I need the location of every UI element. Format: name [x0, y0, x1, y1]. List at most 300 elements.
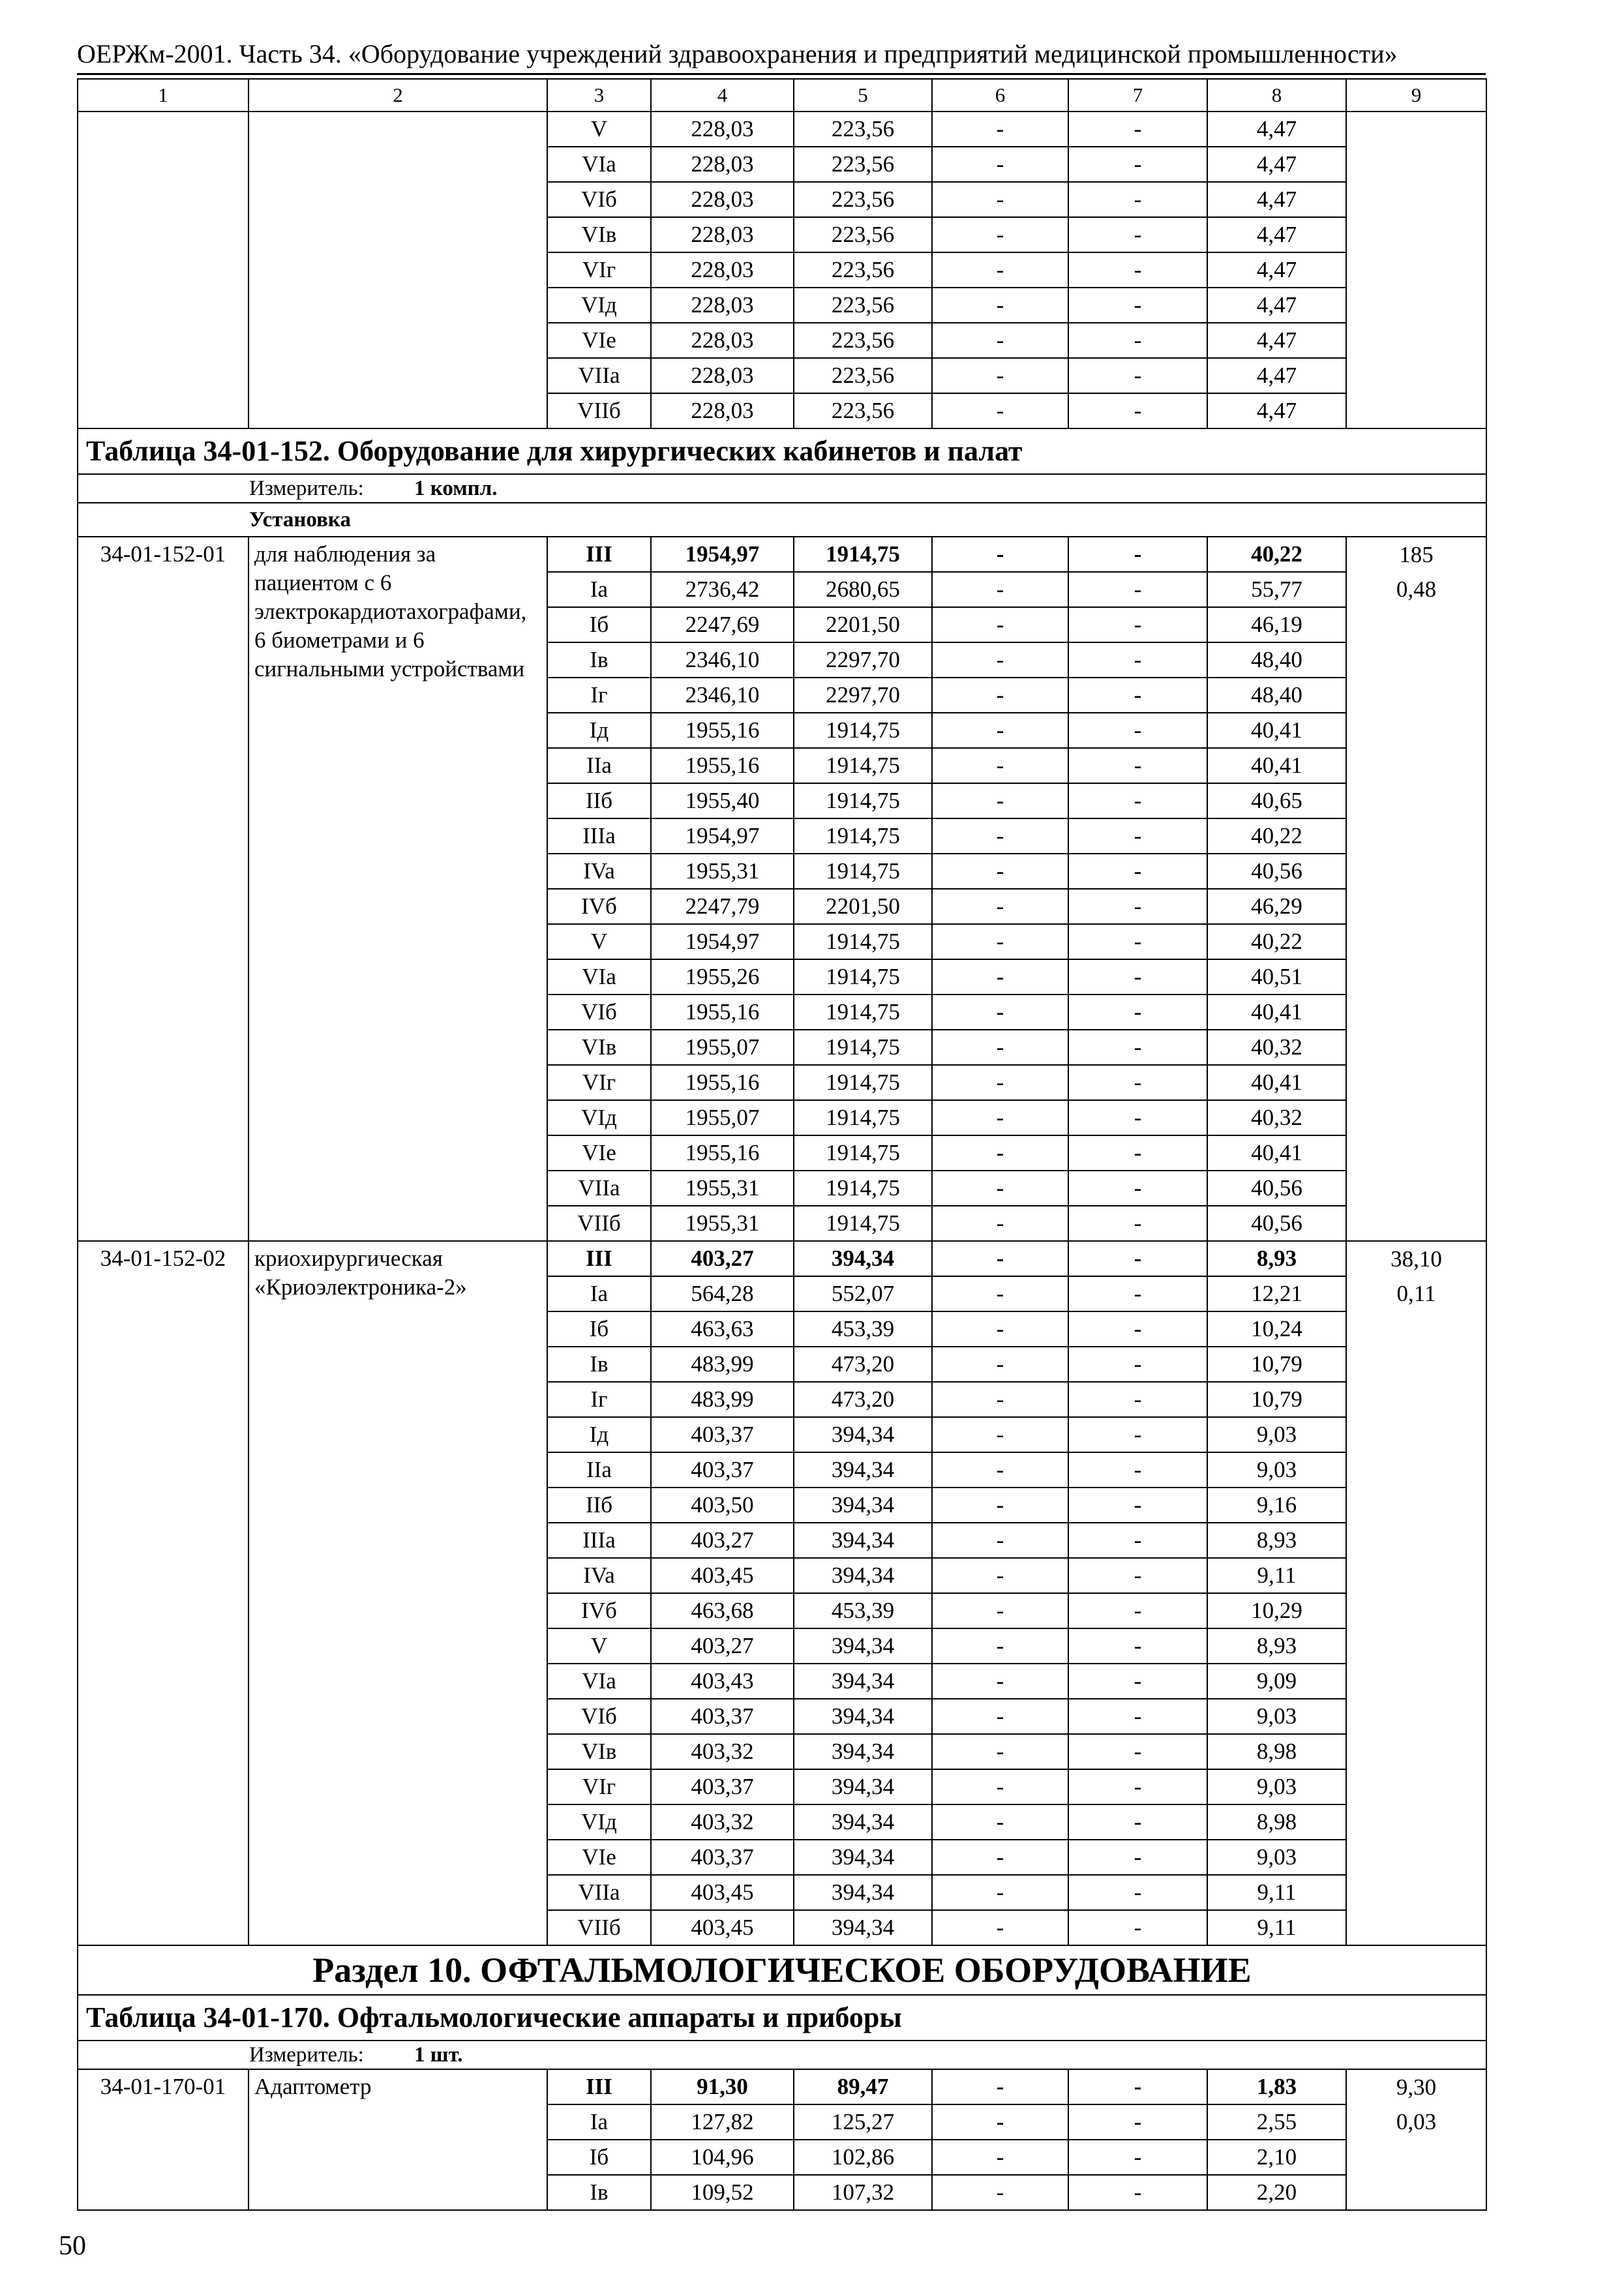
rate-cell: 1914,75 — [794, 713, 932, 748]
rate-cell: - — [932, 1417, 1068, 1452]
rate-cell: - — [932, 959, 1068, 995]
rate-cell: 403,37 — [651, 1452, 794, 1488]
rate-cell: - — [932, 1311, 1068, 1347]
rate-cell: 40,41 — [1207, 713, 1346, 748]
rate-cell: - — [1068, 1840, 1207, 1875]
rate-row — [78, 112, 1486, 147]
rate-cell: 2,55 — [1207, 2104, 1346, 2140]
rate-cell: 2346,10 — [651, 642, 794, 678]
rate-cell: 564,28 — [651, 1276, 794, 1311]
rate-cell: 403,50 — [651, 1488, 794, 1523]
rate-cell: 228,03 — [651, 217, 794, 252]
rate-row — [78, 1241, 1486, 1276]
column-number-row — [78, 79, 1486, 112]
rate-cell: 40,51 — [1207, 959, 1346, 995]
rate-cell: - — [1068, 1347, 1207, 1382]
rate-cell: - — [1068, 1065, 1207, 1100]
rate-cell: Iд — [547, 1417, 651, 1452]
rate-cell: 1955,40 — [651, 783, 794, 818]
rate-cell: - — [932, 713, 1068, 748]
meter-row — [78, 474, 1486, 503]
rate-cell: - — [1068, 537, 1207, 572]
rate-cell: VIг — [547, 252, 651, 288]
rate-cell: - — [932, 678, 1068, 713]
rate-cell: VIг — [547, 1065, 651, 1100]
rate-cell: 9,03 — [1207, 1417, 1346, 1452]
rate-cell: VIд — [547, 288, 651, 323]
rate-cell: - — [932, 217, 1068, 252]
rate-cell: 4,47 — [1207, 323, 1346, 358]
rate-cell: 228,03 — [651, 182, 794, 217]
rate-cell: VIг — [547, 1769, 651, 1804]
rate-cell: Iв — [547, 1347, 651, 1382]
rate-cell: - — [1068, 1452, 1207, 1488]
rate-cell: - — [1068, 959, 1207, 995]
rate-cell: VIa — [547, 1664, 651, 1699]
rate-cell: VIa — [547, 147, 651, 182]
rate-cell: 1914,75 — [794, 818, 932, 854]
column-number: 9 — [1346, 79, 1486, 112]
rate-cell: - — [932, 393, 1068, 428]
rate-cell: - — [932, 2104, 1068, 2140]
labor-value: 38,10 — [1391, 1246, 1442, 1272]
rate-cell: - — [1068, 1276, 1207, 1311]
section-title: Раздел 10. ОФТАЛЬМОЛОГИЧЕСКОЕ ОБОРУДОВАНИЕ — [78, 1945, 1486, 1995]
item-code: 34-01-170-01 — [78, 2069, 248, 2210]
rate-cell: - — [1068, 995, 1207, 1030]
rate-cell: 4,47 — [1207, 112, 1346, 147]
rate-cell: 2,10 — [1207, 2140, 1346, 2175]
rate-cell: 40,56 — [1207, 1206, 1346, 1241]
rate-cell: 1955,16 — [651, 748, 794, 783]
rate-cell: - — [932, 642, 1068, 678]
rate-cell: IIa — [547, 1452, 651, 1488]
rate-cell: Iв — [547, 2175, 651, 2210]
rate-cell: VIa — [547, 959, 651, 995]
rate-cell: Ia — [547, 1276, 651, 1311]
rate-cell: 453,39 — [794, 1593, 932, 1628]
item-name: криохирургическая «Криоэлектроника-2» — [248, 1241, 547, 1945]
rate-cell: 394,34 — [794, 1910, 932, 1945]
rate-cell: 394,34 — [794, 1523, 932, 1558]
rate-cell: VIв — [547, 217, 651, 252]
rate-cell: 9,11 — [1207, 1875, 1346, 1910]
rate-cell: 8,93 — [1207, 1628, 1346, 1664]
rate-cell: 228,03 — [651, 252, 794, 288]
rate-cell: 1955,16 — [651, 713, 794, 748]
labor-value: 185 — [1399, 542, 1434, 567]
rate-cell: 1954,97 — [651, 924, 794, 959]
rate-cell: 1954,97 — [651, 818, 794, 854]
rate-cell: 223,56 — [794, 252, 932, 288]
rate-cell: - — [1068, 889, 1207, 924]
rate-cell: 403,37 — [651, 1417, 794, 1452]
rate-cell: 403,32 — [651, 1804, 794, 1840]
rate-cell: - — [1068, 2104, 1207, 2140]
rate-cell: - — [932, 1206, 1068, 1241]
rate-cell: - — [1068, 1171, 1207, 1206]
rate-cell: - — [1068, 924, 1207, 959]
rate-cell: 4,47 — [1207, 217, 1346, 252]
rate-cell: 1955,26 — [651, 959, 794, 995]
rate-cell: IIIa — [547, 1523, 651, 1558]
table-title: Таблица 34-01-170. Офтальмологические аппараты и приборы — [78, 1995, 1486, 2041]
rate-cell: 127,82 — [651, 2104, 794, 2140]
rate-cell: - — [932, 1488, 1068, 1523]
rate-cell: - — [932, 1664, 1068, 1699]
rate-cell: IVб — [547, 1593, 651, 1628]
column-number: 5 — [794, 79, 932, 112]
rate-cell: - — [932, 572, 1068, 607]
rate-cell: 463,63 — [651, 1311, 794, 1347]
rate-cell: VIб — [547, 1699, 651, 1734]
rate-cell: - — [1068, 1382, 1207, 1417]
rate-cell: 12,21 — [1207, 1276, 1346, 1311]
rate-cell: - — [932, 1241, 1068, 1276]
rate-cell: - — [1068, 147, 1207, 182]
rate-cell: - — [1068, 1100, 1207, 1135]
rate-cell: 403,37 — [651, 1840, 794, 1875]
rate-cell: 223,56 — [794, 288, 932, 323]
rate-cell: - — [1068, 1875, 1207, 1910]
rate-cell: 453,39 — [794, 1311, 932, 1347]
rate-cell: 104,96 — [651, 2140, 794, 2175]
rate-cell: 1914,75 — [794, 959, 932, 995]
rate-cell: - — [932, 1135, 1068, 1171]
rate-cell: - — [1068, 1311, 1207, 1347]
rate-cell: 9,03 — [1207, 1699, 1346, 1734]
labor-cell — [1346, 112, 1486, 428]
rate-cell: 463,68 — [651, 1593, 794, 1628]
rate-cell: - — [932, 2069, 1068, 2104]
rate-cell: 228,03 — [651, 112, 794, 147]
rate-cell: - — [932, 748, 1068, 783]
rate-cell: 552,07 — [794, 1276, 932, 1311]
rate-cell: - — [1068, 1699, 1207, 1734]
meter-label: Измеритель: — [249, 477, 364, 500]
rate-cell: 40,22 — [1207, 537, 1346, 572]
rate-cell: 403,27 — [651, 1241, 794, 1276]
rate-cell: 1914,75 — [794, 1065, 932, 1100]
rate-cell: VIб — [547, 182, 651, 217]
rate-cell: 223,56 — [794, 147, 932, 182]
item-name: Адаптометр — [248, 2069, 547, 2210]
rate-cell: - — [932, 924, 1068, 959]
rate-cell: Ia — [547, 2104, 651, 2140]
rate-cell: 1,83 — [1207, 2069, 1346, 2104]
meter-value: 1 компл. — [414, 477, 498, 500]
rate-cell: Iд — [547, 713, 651, 748]
rate-cell: 10,79 — [1207, 1382, 1346, 1417]
rate-cell: III — [547, 537, 651, 572]
rate-cell: 1955,16 — [651, 1065, 794, 1100]
rate-cell: 394,34 — [794, 1840, 932, 1875]
rate-cell: 102,86 — [794, 2140, 932, 2175]
rate-cell: Iб — [547, 607, 651, 642]
header-rule — [77, 73, 1486, 75]
rate-cell: 40,32 — [1207, 1100, 1346, 1135]
rate-cell: 9,16 — [1207, 1488, 1346, 1523]
column-number: 1 — [78, 79, 248, 112]
rate-cell: - — [932, 1593, 1068, 1628]
rate-cell: - — [1068, 1734, 1207, 1769]
rate-cell: - — [932, 2140, 1068, 2175]
rate-cell: 8,93 — [1207, 1241, 1346, 1276]
rate-cell: 394,34 — [794, 1488, 932, 1523]
rate-cell: 1914,75 — [794, 1030, 932, 1065]
meter-label: Измеритель: — [249, 2043, 364, 2067]
rate-cell: - — [932, 1030, 1068, 1065]
rate-cell: 394,34 — [794, 1452, 932, 1488]
rate-cell: 1914,75 — [794, 854, 932, 889]
rate-cell: - — [932, 252, 1068, 288]
rate-cell: - — [1068, 1593, 1207, 1628]
rate-cell: 1955,16 — [651, 995, 794, 1030]
labor-value: 0,03 — [1396, 2109, 1437, 2134]
rate-cell: 48,40 — [1207, 642, 1346, 678]
rate-cell: - — [1068, 1135, 1207, 1171]
rate-cell: V — [547, 1628, 651, 1664]
rate-cell: 223,56 — [794, 217, 932, 252]
rate-cell: 2346,10 — [651, 678, 794, 713]
rates-table-body — [78, 79, 1486, 2210]
rate-cell: IIIa — [547, 818, 651, 854]
rate-cell: 403,37 — [651, 1699, 794, 1734]
rate-cell: 403,43 — [651, 1664, 794, 1699]
rate-cell: IVa — [547, 1558, 651, 1593]
column-number: 8 — [1207, 79, 1346, 112]
rate-cell: - — [932, 1910, 1068, 1945]
item-name: для наблюдения за пациентом с 6 электрокардиотахографами, 6 биометрами и 6 сигнальными устройствами — [248, 537, 547, 1241]
rate-cell: IIa — [547, 748, 651, 783]
rate-cell: - — [1068, 1417, 1207, 1452]
subheading-row — [78, 503, 1486, 537]
rate-cell: - — [1068, 2175, 1207, 2210]
rate-cell: - — [1068, 1488, 1207, 1523]
rate-cell: Ia — [547, 572, 651, 607]
rate-cell: - — [1068, 678, 1207, 713]
rate-row — [78, 2069, 1486, 2104]
rate-cell: Iв — [547, 642, 651, 678]
rate-cell: - — [932, 1804, 1068, 1840]
rate-cell: - — [1068, 1664, 1207, 1699]
rate-cell: 46,19 — [1207, 607, 1346, 642]
rate-cell: 9,11 — [1207, 1558, 1346, 1593]
rate-cell: 1914,75 — [794, 1206, 932, 1241]
rate-cell: - — [1068, 393, 1207, 428]
rate-cell: Iг — [547, 1382, 651, 1417]
labor-value: 0,48 — [1396, 576, 1437, 602]
rate-cell: VIe — [547, 323, 651, 358]
rate-cell: Iб — [547, 2140, 651, 2175]
rate-cell: 109,52 — [651, 2175, 794, 2210]
rate-cell: 1914,75 — [794, 537, 932, 572]
rate-cell: 40,41 — [1207, 995, 1346, 1030]
rate-cell: 394,34 — [794, 1241, 932, 1276]
rate-cell: 40,41 — [1207, 1065, 1346, 1100]
rate-cell: 223,56 — [794, 358, 932, 393]
rate-cell: 394,34 — [794, 1734, 932, 1769]
rate-cell: - — [1068, 252, 1207, 288]
rate-cell: - — [1068, 713, 1207, 748]
rate-cell: 4,47 — [1207, 358, 1346, 393]
column-number: 2 — [248, 79, 547, 112]
rate-cell: 403,45 — [651, 1910, 794, 1945]
rate-cell: 40,22 — [1207, 818, 1346, 854]
labor-value: 0,11 — [1396, 1281, 1436, 1306]
rate-cell: 1955,07 — [651, 1100, 794, 1135]
rate-cell: 403,37 — [651, 1769, 794, 1804]
rate-cell: V — [547, 924, 651, 959]
rate-cell: 89,47 — [794, 2069, 932, 2104]
rate-cell: 1914,75 — [794, 1171, 932, 1206]
rate-cell: - — [932, 1558, 1068, 1593]
rate-cell: 1955,07 — [651, 1030, 794, 1065]
rate-cell: - — [1068, 748, 1207, 783]
rate-cell: 2680,65 — [794, 572, 932, 607]
rate-cell: VIIб — [547, 1206, 651, 1241]
rate-cell: 483,99 — [651, 1382, 794, 1417]
rate-cell: - — [1068, 1910, 1207, 1945]
rate-cell: - — [932, 1628, 1068, 1664]
rate-cell: 9,03 — [1207, 1452, 1346, 1488]
page-number: 50 — [59, 2231, 86, 2261]
rate-cell: 483,99 — [651, 1347, 794, 1382]
rate-cell: 1914,75 — [794, 995, 932, 1030]
labor-cell — [1346, 1241, 1486, 1945]
rate-cell: 1955,31 — [651, 1171, 794, 1206]
rate-cell: - — [932, 1100, 1068, 1135]
rate-cell: 228,03 — [651, 323, 794, 358]
rate-cell: - — [1068, 783, 1207, 818]
rate-cell: VIIa — [547, 1171, 651, 1206]
rate-cell: 9,03 — [1207, 1769, 1346, 1804]
rate-cell: 394,34 — [794, 1664, 932, 1699]
rate-cell: 40,22 — [1207, 924, 1346, 959]
rate-cell: 228,03 — [651, 288, 794, 323]
rate-cell: - — [932, 607, 1068, 642]
rate-cell: 473,20 — [794, 1382, 932, 1417]
rate-cell: - — [932, 1523, 1068, 1558]
rate-cell: 1914,75 — [794, 1135, 932, 1171]
rate-cell: - — [932, 1840, 1068, 1875]
rate-cell: VIв — [547, 1734, 651, 1769]
rate-cell: VIe — [547, 1840, 651, 1875]
rate-cell: IIб — [547, 783, 651, 818]
rate-cell: 125,27 — [794, 2104, 932, 2140]
rate-cell: 40,41 — [1207, 748, 1346, 783]
rate-cell: 403,27 — [651, 1628, 794, 1664]
table-title-row — [78, 428, 1486, 474]
rate-cell: 223,56 — [794, 323, 932, 358]
section-title-row — [78, 1945, 1486, 1995]
rate-cell: 2247,79 — [651, 889, 794, 924]
rate-cell: 2297,70 — [794, 678, 932, 713]
rate-cell: - — [1068, 642, 1207, 678]
rate-cell: 40,32 — [1207, 1030, 1346, 1065]
rate-cell: 10,79 — [1207, 1347, 1346, 1382]
rate-cell: - — [1068, 358, 1207, 393]
rate-cell: - — [1068, 1628, 1207, 1664]
rate-cell: Iб — [547, 1311, 651, 1347]
rate-cell: - — [1068, 288, 1207, 323]
rate-cell: 2297,70 — [794, 642, 932, 678]
rate-cell: 2201,50 — [794, 607, 932, 642]
rate-cell: VIв — [547, 1030, 651, 1065]
subheading-label: Установка — [249, 508, 351, 531]
rate-cell: 403,45 — [651, 1875, 794, 1910]
column-number: 6 — [932, 79, 1068, 112]
rate-cell: 1955,31 — [651, 854, 794, 889]
rate-cell: 403,45 — [651, 1558, 794, 1593]
rates-table — [77, 78, 1487, 2211]
rate-cell: 8,93 — [1207, 1523, 1346, 1558]
rate-cell: 4,47 — [1207, 182, 1346, 217]
rate-cell: 403,32 — [651, 1734, 794, 1769]
rate-cell: 1914,75 — [794, 783, 932, 818]
rate-cell: 394,34 — [794, 1769, 932, 1804]
rate-cell: 228,03 — [651, 358, 794, 393]
rate-cell: - — [1068, 1030, 1207, 1065]
rate-cell: - — [932, 889, 1068, 924]
rate-cell: - — [932, 182, 1068, 217]
rate-cell: - — [1068, 572, 1207, 607]
rate-cell: 1914,75 — [794, 1100, 932, 1135]
rate-cell: 394,34 — [794, 1417, 932, 1452]
rate-cell: 1954,97 — [651, 537, 794, 572]
rate-cell: - — [1068, 1769, 1207, 1804]
rate-cell: 2201,50 — [794, 889, 932, 924]
rate-cell: 2,20 — [1207, 2175, 1346, 2210]
rate-cell: - — [1068, 2140, 1207, 2175]
table-title: Таблица 34-01-152. Оборудование для хирургических кабинетов и палат — [78, 428, 1486, 474]
rate-cell: - — [932, 1875, 1068, 1910]
rate-cell: - — [932, 1734, 1068, 1769]
labor-cell — [1346, 537, 1486, 1241]
rate-cell: - — [932, 1699, 1068, 1734]
rate-cell: III — [547, 1241, 651, 1276]
rate-cell: VIIa — [547, 1875, 651, 1910]
rate-cell: 1914,75 — [794, 924, 932, 959]
rate-cell: VIб — [547, 995, 651, 1030]
rate-cell: - — [932, 2175, 1068, 2210]
rate-cell: 4,47 — [1207, 288, 1346, 323]
subheading — [78, 503, 1486, 537]
rate-cell: 223,56 — [794, 393, 932, 428]
rate-cell: 2736,42 — [651, 572, 794, 607]
rate-cell: - — [932, 358, 1068, 393]
rate-cell: 10,24 — [1207, 1311, 1346, 1347]
page-header: ОЕРЖм-2001. Часть 34. «Оборудование учреждений здравоохранения и предприятий медицинской промышленности» — [77, 39, 1398, 68]
table-title-row — [78, 1995, 1486, 2041]
meter-row — [78, 2041, 1486, 2069]
rate-cell: 228,03 — [651, 147, 794, 182]
rate-cell: 1955,16 — [651, 1135, 794, 1171]
column-number: 7 — [1068, 79, 1207, 112]
rate-cell: IIб — [547, 1488, 651, 1523]
rate-cell: 394,34 — [794, 1875, 932, 1910]
rate-cell: V — [547, 112, 651, 147]
rate-cell: 107,32 — [794, 2175, 932, 2210]
item-code: 34-01-152-01 — [78, 537, 248, 1241]
rate-cell: 8,98 — [1207, 1804, 1346, 1840]
rate-cell: - — [1068, 2069, 1207, 2104]
rate-cell: - — [932, 1769, 1068, 1804]
rate-cell: - — [932, 783, 1068, 818]
rate-cell: - — [932, 323, 1068, 358]
column-number: 4 — [651, 79, 794, 112]
rate-cell: 40,65 — [1207, 783, 1346, 818]
